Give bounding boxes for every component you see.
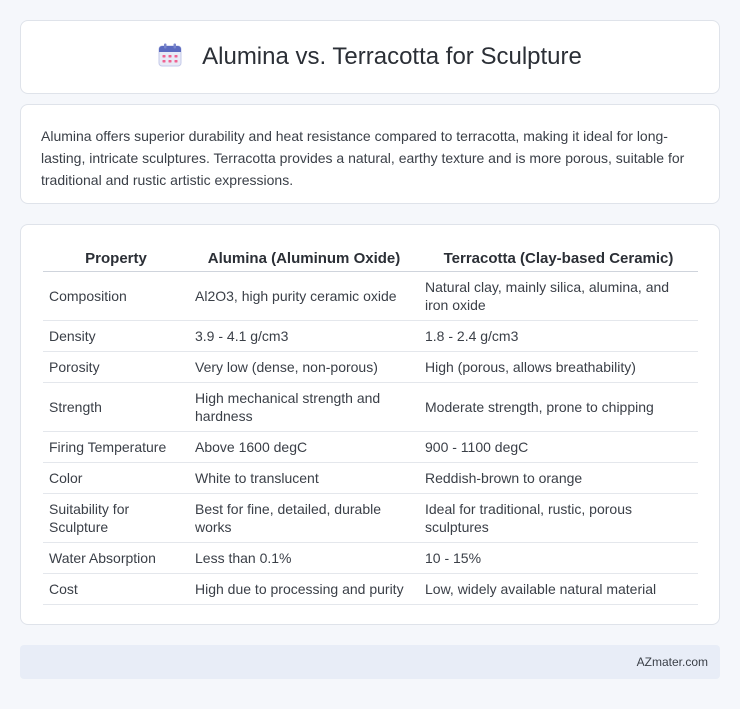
property-cell: Density <box>43 320 189 351</box>
terracotta-cell: Moderate strength, prone to chipping <box>419 382 698 431</box>
alumina-cell: Above 1600 degC <box>189 431 419 462</box>
terracotta-cell: Natural clay, mainly silica, alumina, and iron oxide <box>419 271 698 320</box>
terracotta-cell: Low, widely available natural material <box>419 573 698 604</box>
terracotta-cell: 10 - 15% <box>419 542 698 573</box>
alumina-cell: Less than 0.1% <box>189 542 419 573</box>
alumina-cell: White to translucent <box>189 462 419 493</box>
page-title: Alumina vs. Terracotta for Sculpture <box>202 43 582 70</box>
terracotta-cell: Reddish-brown to orange <box>419 462 698 493</box>
comparison-table <box>43 245 698 605</box>
summary-card <box>20 104 720 204</box>
summary-text: Alumina offers superior durability and heat resistance compared to terracotta, making it ideal for long-lasting, intricate sculptures. Terracotta provides a natural, earthy texture and is more porous, suitable for traditional and rustic artistic expressions. <box>41 128 685 188</box>
terracotta-cell: 900 - 1100 degC <box>419 431 698 462</box>
alumina-cell: Very low (dense, non-porous) <box>189 351 419 382</box>
column-header-alumina: Alumina (Aluminum Oxide) <box>189 245 419 271</box>
property-cell: Color <box>43 462 189 493</box>
source-credit: AZmater.com <box>636 655 708 669</box>
table-row <box>43 382 698 431</box>
alumina-cell: Best for fine, detailed, durable works <box>189 493 419 542</box>
comparison-table-card <box>20 224 720 625</box>
table-row <box>43 573 698 604</box>
footer <box>20 645 720 679</box>
header <box>158 43 582 72</box>
table-row <box>43 493 698 542</box>
alumina-cell: Al2O3, high purity ceramic oxide <box>189 271 419 320</box>
property-cell: Water Absorption <box>43 542 189 573</box>
property-cell: Suitability for Sculpture <box>43 493 189 542</box>
terracotta-cell: 1.8 - 2.4 g/cm3 <box>419 320 698 351</box>
table-row <box>43 462 698 493</box>
property-cell: Composition <box>43 271 189 320</box>
table-header-row <box>43 245 698 271</box>
terracotta-cell: High (porous, allows breathability) <box>419 351 698 382</box>
table-row <box>43 542 698 573</box>
header-card <box>20 20 720 94</box>
table-row <box>43 351 698 382</box>
property-cell: Firing Temperature <box>43 431 189 462</box>
calendar-icon <box>158 43 182 72</box>
alumina-cell: High due to processing and purity <box>189 573 419 604</box>
property-cell: Cost <box>43 573 189 604</box>
property-cell: Strength <box>43 382 189 431</box>
table-row <box>43 320 698 351</box>
alumina-cell: High mechanical strength and hardness <box>189 382 419 431</box>
table-row <box>43 271 698 320</box>
column-header-property: Property <box>43 245 189 271</box>
column-header-terracotta: Terracotta (Clay-based Ceramic) <box>419 245 698 271</box>
terracotta-cell: Ideal for traditional, rustic, porous sculptures <box>419 493 698 542</box>
alumina-cell: 3.9 - 4.1 g/cm3 <box>189 320 419 351</box>
property-cell: Porosity <box>43 351 189 382</box>
table-row <box>43 431 698 462</box>
